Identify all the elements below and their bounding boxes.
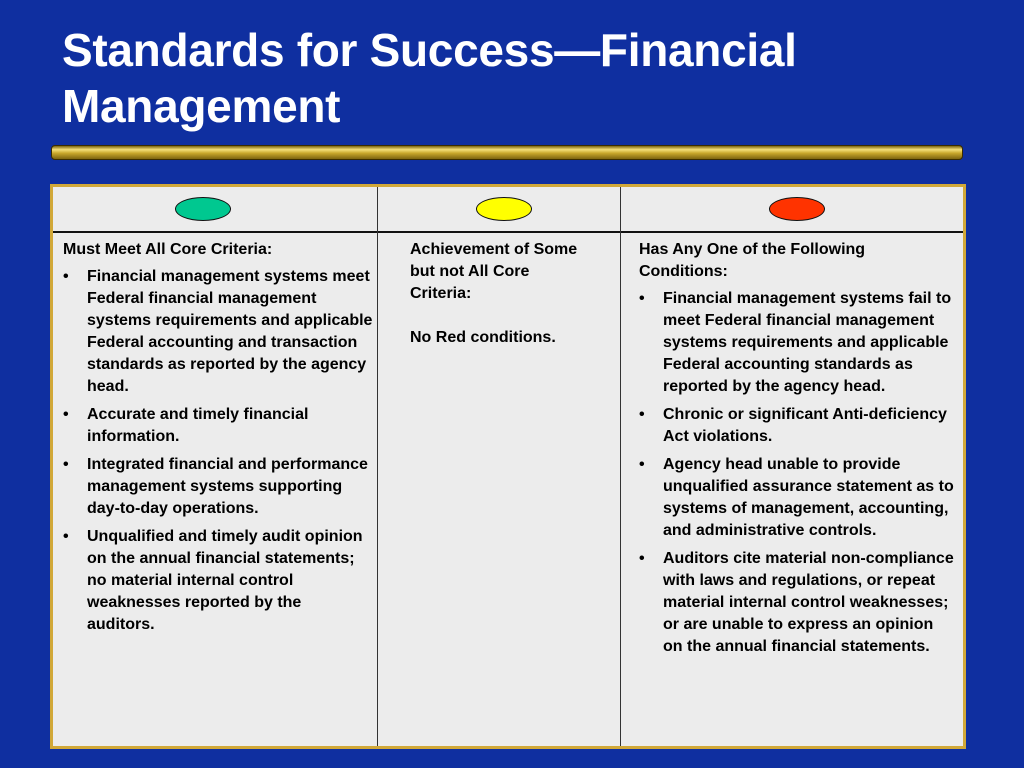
yellow-criteria-heading: Achievement of Some but not All Core Criteria: xyxy=(410,241,578,302)
red-criteria-item: • Agency head unable to provide unqualified assurance statement as to systems of management, accounting, and administrative controls. xyxy=(639,454,957,542)
title-underline-bar xyxy=(51,145,963,160)
criteria-table xyxy=(50,184,966,749)
red-criteria-list xyxy=(639,288,957,658)
yellow-status-oval xyxy=(476,197,532,221)
red-criteria-heading: Has Any One of the Following Conditions: xyxy=(639,241,866,280)
green-criteria-item: • Financial management systems meet Federal financial management systems requirements and applicable Federal accounting and transaction standards as reported by the agency head. xyxy=(63,266,373,398)
green-criteria-list xyxy=(63,266,373,636)
column-divider-2 xyxy=(620,187,621,746)
red-criteria-item: • Auditors cite material non-compliance with laws and regulations, or repeat material internal control weaknesses; or are unable to express an opinion on the annual financial statements. xyxy=(639,548,957,658)
green-criteria-item: • Unqualified and timely audit opinion on the annual financial statements; no material internal control weaknesses reported by the auditors. xyxy=(63,526,373,636)
red-criteria-item: • Chronic or significant Anti-deficiency Act violations. xyxy=(639,404,957,448)
red-status-oval xyxy=(769,197,825,221)
green-criteria-item: • Accurate and timely financial information. xyxy=(63,404,373,448)
green-status-oval xyxy=(175,197,231,221)
red-criteria-item: • Financial management systems fail to meet Federal financial management systems requirements and applicable Federal accounting standards as reported by the agency head. xyxy=(639,288,957,398)
red-criteria-cell xyxy=(639,239,957,664)
green-criteria-heading: Must Meet All Core Criteria: xyxy=(63,241,273,258)
green-criteria-item: • Integrated financial and performance management systems supporting day-to-day operations. xyxy=(63,454,373,520)
yellow-criteria-note: No Red conditions. xyxy=(410,329,556,346)
slide-title: Standards for Success—Financial Management xyxy=(62,24,797,132)
green-criteria-cell xyxy=(63,239,373,642)
status-header-row xyxy=(53,187,963,233)
yellow-criteria-cell xyxy=(410,239,590,349)
column-divider-1 xyxy=(377,187,378,746)
